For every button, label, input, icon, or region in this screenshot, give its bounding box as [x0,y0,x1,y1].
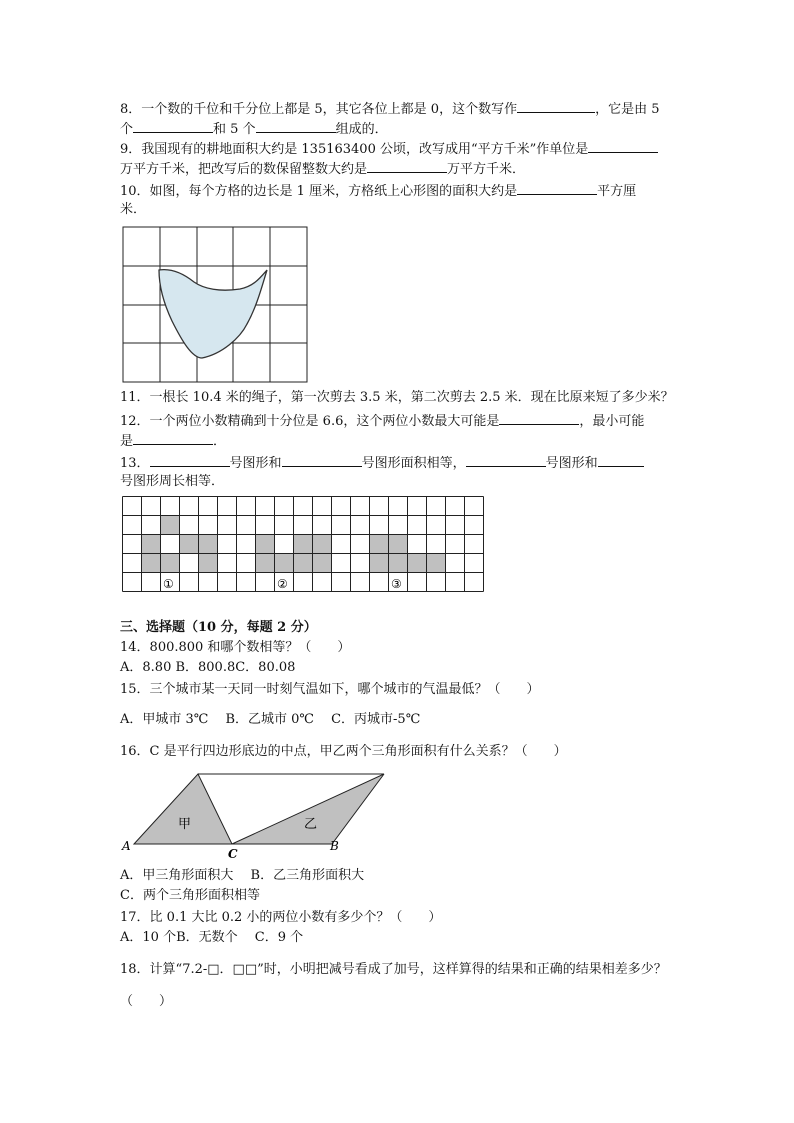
triangle-jia [134,774,232,844]
q14-question [120,640,350,656]
q17-options[interactable] [120,930,303,946]
q12-text-b: ，最小可能 [579,414,645,429]
q9-blank-round[interactable] [367,160,447,173]
q14-options-text: A．8.80 B．800.8C．80.08 [120,660,296,675]
q13-text-c: 号图形面积相等， [361,456,466,471]
q15-question [120,682,540,698]
triangle-yi [232,774,384,844]
q13-blank-3[interactable] [466,454,546,467]
shape-label-3: ③ [391,577,402,591]
q11-line1 [120,390,674,406]
q12-blank-min[interactable] [133,432,213,445]
q9-text-a: 9．我国现有的耕地面积大约是 135163400 公顷，改写成用“平方千米”作单位是 [120,142,589,157]
q10-text-c: 米． [120,202,147,217]
q12-line2 [120,432,226,450]
q18-answer-text: （ ） [120,994,173,1009]
q10-line2 [120,202,146,218]
q12-line1 [120,412,644,430]
q13-text-e: 号图形周长相等． [120,474,225,489]
q15-options-text: A．甲城市 3℃ B．乙城市 0℃ C．丙城市-5℃ [120,712,421,727]
section3-title [120,620,317,636]
q16-options-1[interactable] [120,868,364,884]
label-b: B [330,839,339,853]
section3-title-text: 三、选择题（10 分，每题 2 分） [120,620,317,635]
q9-blank-convert[interactable] [588,140,658,153]
q15-text: 15．三个城市某一天同一时刻气温如下，哪个城市的气温最低？（ ） [120,682,540,697]
label-yi: 乙 [304,817,318,832]
q14-text: 14．800.800 和哪个数相等？（ ） [120,640,351,655]
q8-text-a: 8．一个数的千位和千分位上都是 5，其它各位上都是 0，这个数写作 [120,102,518,117]
q12-text-a: 12．一个两位小数精确到十分位是 6.6，这个两位小数最大可能是 [120,414,500,429]
q16-options-2-text: C．两个三角形面积相等 [120,888,260,903]
q17-options-text: A．10 个B．无数个 C．9 个 [120,930,304,945]
shape-label-1: ① [163,577,174,591]
q13-text-b: 号图形和 [229,456,282,471]
q16-options-1-text: A．甲三角形面积大 B．乙三角形面积大 [120,868,365,883]
q13-line2 [120,474,224,490]
q8-text-d: 和 5 个 [213,122,256,137]
q8-text-c: 个 [120,122,134,137]
q12-text-d: ． [213,434,227,449]
q8-blank-number[interactable] [517,100,595,113]
q8-text-e: 组成的． [335,122,388,137]
parallelogram-figure [120,770,390,862]
q10-blank-area[interactable] [517,182,597,195]
q16-text: 16．C 是平行四边形底边的中点，甲乙两个三角形面积有什么关系？（ ） [120,744,567,759]
label-jia: 甲 [178,817,192,832]
q8-line2 [120,120,388,138]
q10-text-a: 10．如图，每个方格的边长是 1 厘米，方格纸上心形图的面积大约是 [120,184,518,199]
q10-text-b: 平方厘 [597,184,637,199]
shapes-grid-figure [122,496,484,594]
q15-options[interactable] [120,712,420,728]
q10-line1 [120,182,636,200]
q9-text-c: 万平方千米． [447,162,526,177]
q13-blank-2[interactable] [282,454,362,467]
label-a: A [122,839,131,853]
q17-text: 17．比 0.1 大比 0.2 小的两位小数有多少个？（ ） [120,910,442,925]
q8-blank-unit2[interactable] [256,120,336,133]
q16-question [120,744,567,760]
shape-label-2: ② [277,577,288,591]
q13-line1 [120,454,644,472]
q9-text-b: 万平方千米，把改写后的数保留整数大约是 [120,162,368,177]
q9-line1 [120,140,658,158]
heart-grid-figure [122,226,310,384]
q18-answer[interactable] [120,994,172,1010]
q9-line2 [120,160,525,178]
q14-options[interactable] [120,660,295,676]
q16-options-2[interactable] [120,888,260,904]
q18-question [120,962,667,978]
q17-question [120,910,441,926]
q11-text: 11．一根长 10.4 米的绳子，第一次剪去 3.5 米，第二次剪去 2.5 米．现在比原来短了多少米？ [120,390,674,405]
q13-blank-1[interactable] [150,454,230,467]
q13-text-d: 号图形和 [545,456,598,471]
q12-text-c: 是 [120,434,134,449]
heart-shape [159,270,267,358]
label-c: C [228,847,238,861]
q8-line1 [120,100,659,118]
q12-blank-max[interactable] [499,412,579,425]
q13-text-a: 13． [120,456,150,471]
q8-text-b: ，它是由 5 [595,102,660,117]
q13-blank-4[interactable] [598,454,644,467]
q8-blank-unit1[interactable] [133,120,213,133]
q18-text: 18．计算“7.2-□．□□”时，小明把减号看成了加号，这样算得的结果和正确的结果相差多少？ [120,962,667,977]
